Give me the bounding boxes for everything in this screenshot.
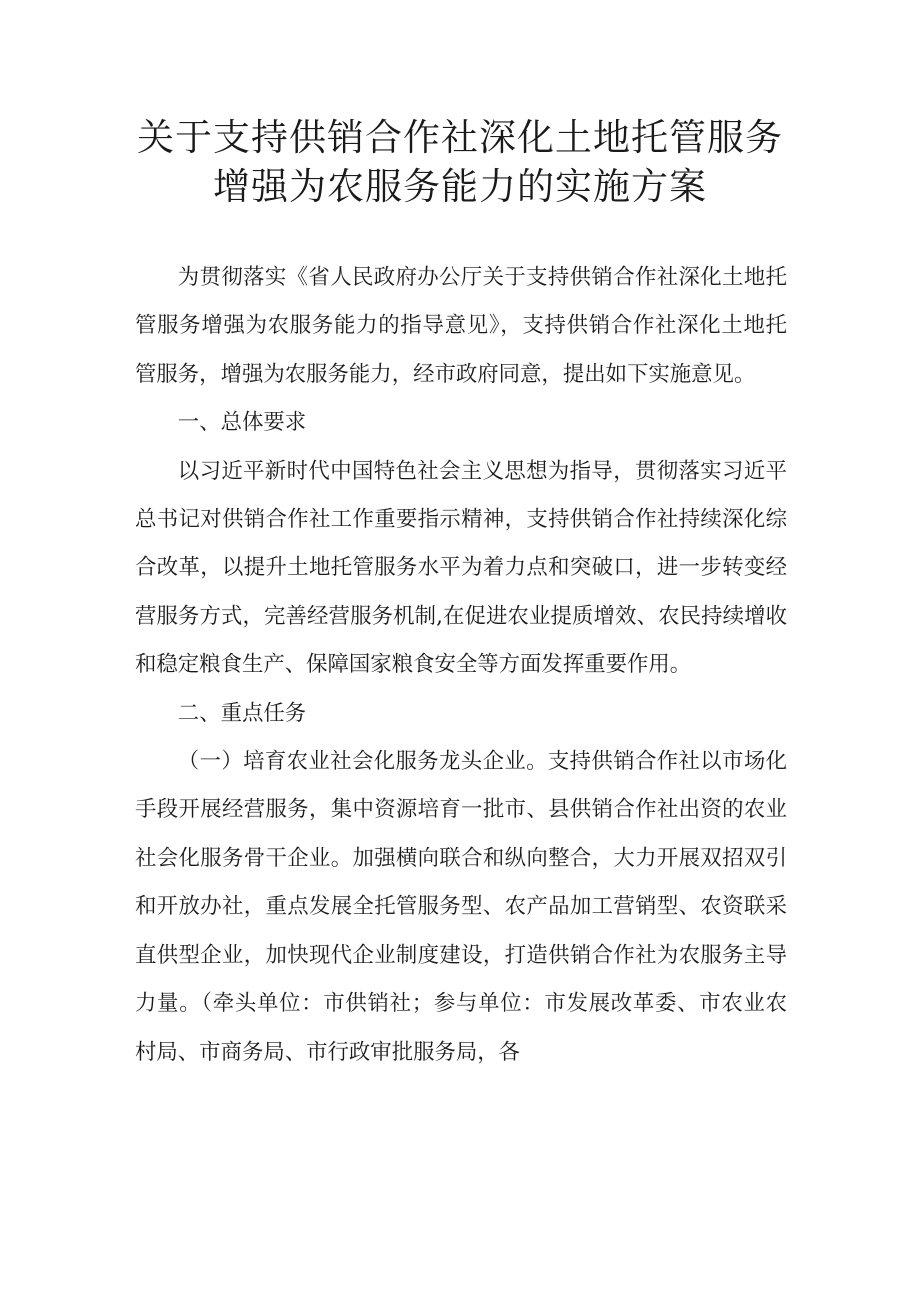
document-title-line-2: 增强为农服务能力的实施方案 xyxy=(213,165,707,208)
document-title-line-1: 关于支持供销合作社深化土地托管服务 xyxy=(137,116,783,159)
general-requirements-paragraph: 以习近平新时代中国特色社会主义思想为指导，贯彻落实习近平总书记对供销合作社工作重要指示精神，支持供销合作社持续深化综合改革，以提升土地托管服务水平为着力点和突破口，进一步转变经营服务方式，完善经营服务机制,在促进农业提质增效、农民持续增收和稳定粮食生产、保障国家粮食安全等方面发挥重要作用。 xyxy=(135,458,787,678)
document-body xyxy=(135,254,787,1077)
key-task-1-paragraph: （一）培育农业社会化服务龙头企业。支持供销合作社以市场化手段开展经营服务，集中资源培育一批市、县供销合作社出资的农业社会化服务骨干企业。加强横向联合和纵向整合，大力开展双招双引和开放办社，重点发展全托管服务型、农产品加工营销型、农资联采直供型企业，加快现代企业制度建设，打造供销合作社为农服务主导力量。（牵头单位：市供销社；参与单位：市发展改革委、市农业农村局、市商务局、市行政审批服务局，各 xyxy=(135,749,787,1065)
intro-paragraph: 为贯彻落实《省人民政府办公厅关于支持供销合作社深化土地托管服务增强为农服务能力的指导意见》，支持供销合作社深化土地托管服务，增强为农服务能力，经市政府同意，提出如下实施意见。 xyxy=(135,265,787,387)
section-heading-general-requirements: 一、总体要求 xyxy=(177,410,307,436)
section-heading-key-tasks: 二、重点任务 xyxy=(177,700,307,726)
